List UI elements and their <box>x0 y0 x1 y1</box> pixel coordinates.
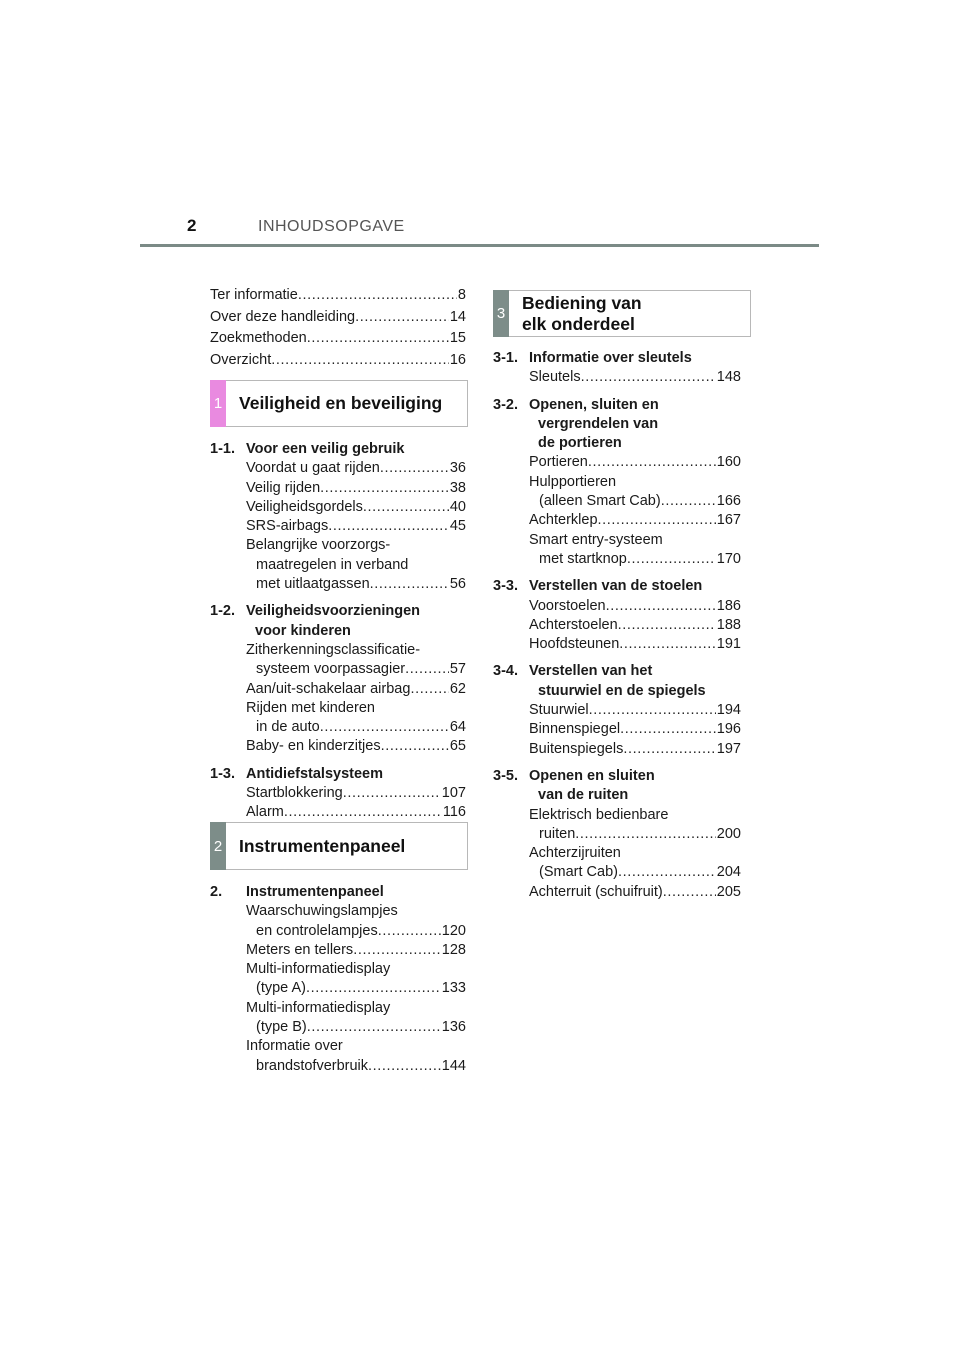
toc-entry-page: 120 <box>441 922 466 939</box>
toc-entry[interactable] <box>493 531 741 570</box>
toc-entry-label: Smart entry-systeem <box>529 531 663 548</box>
toc-entry-label: Voorstoelen <box>529 597 606 614</box>
intro-list <box>210 286 466 372</box>
toc-section-number: 3-4. <box>493 663 518 680</box>
toc-section-heading[interactable] <box>493 349 741 368</box>
leader-dots <box>589 701 716 720</box>
chapter-1-heading[interactable] <box>210 380 468 427</box>
toc-section-heading[interactable] <box>493 662 741 701</box>
toc-entry-page: 188 <box>716 616 741 633</box>
toc-entry-label: systeem voorpassagier <box>256 661 406 678</box>
toc-entry-label: Meters en tellers <box>246 941 354 958</box>
toc-section-title-line: stuurwiel en de spiegels <box>538 682 706 699</box>
toc-entry-page: 45 <box>449 518 466 535</box>
chapter-1-sections <box>210 440 466 823</box>
toc-entry[interactable] <box>210 699 466 738</box>
leader-dots <box>271 351 449 370</box>
toc-section <box>210 765 466 823</box>
toc-entry-label: Veilig rijden <box>246 479 321 496</box>
chapter-3-sections <box>493 349 741 902</box>
toc-entry-label: Alarm <box>246 804 284 821</box>
header-rule <box>140 244 819 247</box>
leader-dots <box>618 616 716 635</box>
toc-entry[interactable] <box>493 720 741 739</box>
leader-dots <box>370 575 449 594</box>
toc-entry-page: 166 <box>716 493 741 510</box>
leader-dots <box>381 737 449 756</box>
page-number: 2 <box>187 216 197 235</box>
leader-dots <box>581 368 716 387</box>
toc-entry-page: 62 <box>449 680 466 697</box>
toc-intro-item[interactable] <box>210 308 466 327</box>
toc-entry-page: 170 <box>716 550 741 567</box>
chapter-2-title: Instrumentenpaneel <box>239 835 406 856</box>
toc-section-number: 1-3. <box>210 765 235 782</box>
toc-entry-page: 194 <box>716 702 741 719</box>
toc-entry[interactable] <box>210 459 466 478</box>
toc-entry[interactable] <box>210 902 466 941</box>
chapter-3-title <box>522 293 642 335</box>
toc-entry-page: 57 <box>449 661 466 678</box>
leader-dots <box>606 597 716 616</box>
toc-entry-label: Achterzijruiten <box>529 845 621 862</box>
toc-entry[interactable] <box>493 511 741 530</box>
toc-entry-page: 40 <box>449 498 466 515</box>
toc-entry[interactable] <box>493 883 741 902</box>
toc-entry[interactable] <box>493 635 741 654</box>
leader-dots <box>620 720 716 739</box>
toc-section-title-line: Antidiefstalsysteem <box>246 765 383 782</box>
toc-entry-label: Aan/uit-schakelaar airbag <box>246 680 411 697</box>
toc-entry[interactable] <box>210 641 466 680</box>
toc-entry-page: 205 <box>716 883 741 900</box>
toc-entry-label: Zitherkenningsclassificatie- <box>246 641 421 658</box>
toc-section-title <box>246 602 466 641</box>
toc-entry-label: Achterklep <box>529 512 598 529</box>
toc-entry-label: Belangrijke voorzorgs- <box>246 537 391 554</box>
toc-section <box>210 602 466 756</box>
toc-entry[interactable] <box>210 784 466 803</box>
leader-dots <box>405 660 449 679</box>
toc-intro-item[interactable] <box>210 329 466 348</box>
toc-entry-label: Startblokkering <box>246 785 343 802</box>
toc-section-heading[interactable] <box>210 883 466 902</box>
toc-entry-page: 14 <box>449 308 466 325</box>
toc-entry-page: 144 <box>441 1057 466 1074</box>
chapter-2-sections <box>210 883 466 1076</box>
leader-dots <box>623 740 715 759</box>
toc-entry-label: Ter informatie <box>210 287 298 303</box>
toc-entry-label: Hoofdsteunen <box>529 636 620 653</box>
toc-section-heading[interactable] <box>210 602 466 641</box>
toc-section <box>493 396 741 570</box>
leader-dots <box>368 1057 441 1076</box>
toc-entry-page: 186 <box>716 597 741 614</box>
toc-section-title-line: Verstellen van de stoelen <box>529 578 703 595</box>
toc-section-number: 3-5. <box>493 767 518 784</box>
toc-entry-page: 107 <box>441 785 466 802</box>
toc-entry-page: 160 <box>716 454 741 471</box>
leader-dots <box>619 635 716 654</box>
toc-entry-label: Achterstoelen <box>529 616 618 633</box>
toc-entry-label: Overzicht <box>210 351 272 368</box>
toc-section <box>210 883 466 1076</box>
toc-section <box>493 349 741 388</box>
toc-entry-label: brandstofverbruik <box>256 1057 369 1074</box>
toc-entry-label: Sleutels <box>529 369 581 386</box>
toc-section-title-line: de portieren <box>538 435 622 452</box>
toc-entry[interactable] <box>493 701 741 720</box>
toc-entry-page: 36 <box>449 460 466 477</box>
toc-entry[interactable] <box>493 806 741 845</box>
toc-entry-page: 204 <box>716 864 741 881</box>
toc-entry[interactable] <box>210 479 466 498</box>
toc-entry-page: 116 <box>442 804 466 821</box>
toc-section-heading[interactable] <box>210 440 466 459</box>
leader-dots <box>380 459 449 478</box>
toc-section-heading[interactable] <box>493 396 741 454</box>
chapter-2-tab: 2 <box>210 822 226 870</box>
toc-entry[interactable] <box>493 368 741 387</box>
leader-dots <box>320 718 449 737</box>
toc-entry-label: en controlelampjes <box>256 922 378 939</box>
leader-dots <box>588 453 716 472</box>
leader-dots <box>298 286 457 305</box>
toc-section-number: 1-2. <box>210 603 235 620</box>
toc-entry[interactable] <box>210 517 466 536</box>
toc-entry-label: Stuurwiel <box>529 702 589 719</box>
toc-section-title-line: voor kinderen <box>255 622 351 639</box>
toc-entry-page: 16 <box>449 351 466 368</box>
chapter-2-heading[interactable] <box>210 822 468 870</box>
toc-entry-label: (type A) <box>256 980 306 997</box>
toc-entry-page: 128 <box>441 941 466 958</box>
chapter-1-title: Veiligheid en beveiliging <box>239 393 443 413</box>
toc-section <box>493 577 741 654</box>
leader-dots <box>363 498 449 517</box>
leader-dots <box>378 922 441 941</box>
toc-section-number: 3-3. <box>493 578 518 595</box>
toc-entry-label: Zoekmethoden <box>210 330 307 347</box>
toc-entry-page: 136 <box>441 1019 466 1036</box>
leader-dots <box>284 803 442 822</box>
toc-entry[interactable] <box>210 680 466 699</box>
toc-section-title <box>529 349 741 368</box>
toc-entry[interactable] <box>493 453 741 472</box>
toc-entry-label: Waarschuwingslampjes <box>246 903 398 920</box>
toc-entry[interactable] <box>493 473 741 512</box>
toc-intro-item[interactable] <box>210 286 466 305</box>
leader-dots <box>307 329 449 348</box>
toc-section-title-line: Veiligheidsvoorzieningen <box>246 603 421 620</box>
toc-entry-label: Voordat u gaat rijden <box>246 460 380 477</box>
toc-entry[interactable] <box>493 844 741 883</box>
toc-entry-label: SRS-airbags <box>246 518 329 535</box>
leader-dots <box>320 479 449 498</box>
toc-section-number: 3-2. <box>493 396 518 413</box>
toc-section-heading[interactable] <box>493 577 741 596</box>
leader-dots <box>328 517 449 536</box>
chapter-3-heading[interactable] <box>493 290 751 337</box>
toc-section-title <box>529 662 741 701</box>
toc-entry-page: 56 <box>449 576 466 593</box>
toc-intro-item[interactable] <box>210 351 466 370</box>
toc-entry-page: 191 <box>716 636 741 653</box>
toc-entry-page: 133 <box>441 980 466 997</box>
toc-entry-label: ruiten <box>539 825 576 842</box>
toc-section-title-line: Verstellen van het <box>529 663 653 680</box>
toc-section-title-line: van de ruiten <box>538 787 629 804</box>
toc-entry-label: met uitlaatgassen <box>256 576 370 593</box>
toc-section <box>493 767 741 902</box>
page-header-title: INHOUDSOPGAVE <box>258 218 405 235</box>
toc-entry[interactable] <box>210 941 466 960</box>
toc-entry-label: (alleen Smart Cab) <box>539 493 661 510</box>
toc-entry-label: maatregelen in verband <box>256 556 409 573</box>
toc-entry-page: 148 <box>716 369 741 386</box>
toc-entry[interactable] <box>210 498 466 517</box>
toc-section-number: 3-1. <box>493 350 518 366</box>
chapter-3-title-line-1: Bediening van <box>522 292 642 313</box>
toc-entry-label: (Smart Cab) <box>539 864 618 881</box>
toc-entry-label: Veiligheidsgordels <box>246 498 363 515</box>
toc-entry-label: Multi-informatiedisplay <box>246 999 391 1016</box>
toc-entry-label: Elektrisch bedienbare <box>529 806 669 823</box>
toc-entry-page: 197 <box>716 740 741 757</box>
toc-section-heading[interactable] <box>493 767 741 806</box>
toc-entry[interactable] <box>210 999 466 1038</box>
toc-entry[interactable] <box>210 737 466 756</box>
toc-entry[interactable] <box>210 1037 466 1076</box>
toc-section-title <box>246 440 466 459</box>
leader-dots <box>355 308 449 327</box>
chapter-3-title-line-2: elk onderdeel <box>522 313 635 334</box>
leader-dots <box>661 492 716 511</box>
toc-section-title <box>529 577 741 596</box>
toc-section-title-line: Openen, sluiten en <box>529 396 659 413</box>
toc-entry[interactable] <box>210 536 466 594</box>
leader-dots <box>618 863 716 882</box>
toc-entry-label: Portieren <box>529 454 588 471</box>
leader-dots <box>663 883 716 902</box>
toc-entry-page: 15 <box>449 330 466 347</box>
toc-section-title <box>529 396 741 454</box>
leader-dots <box>353 941 441 960</box>
toc-section <box>493 662 741 758</box>
toc-entry-label: Over deze handleiding <box>210 308 356 325</box>
toc-entry-label: Multi-informatiedisplay <box>246 961 391 978</box>
toc-entry[interactable] <box>493 740 741 759</box>
toc-entry-label: Binnenspiegel <box>529 721 621 738</box>
leader-dots <box>307 1018 441 1037</box>
toc-entry-label: Hulpportieren <box>529 473 617 490</box>
toc-section-title-line: Informatie over sleutels <box>529 350 692 366</box>
toc-entry-page: 8 <box>457 287 466 303</box>
leader-dots <box>410 680 448 699</box>
toc-entry-label: Rijden met kinderen <box>246 699 375 716</box>
toc-section-number: 1-1. <box>210 441 235 457</box>
toc-entry-label: Buitenspiegels <box>529 740 624 757</box>
toc-section-title-line: Voor een veilig gebruik <box>246 441 405 457</box>
toc-entry-page: 65 <box>449 738 466 755</box>
toc-entry[interactable] <box>210 960 466 999</box>
toc-section-title-line: Instrumentenpaneel <box>246 884 384 900</box>
toc-entry-label: Achterruit (schuifruit) <box>529 883 663 900</box>
toc-entry-label: (type B) <box>256 1019 307 1036</box>
chapter-3-tab: 3 <box>493 290 509 337</box>
toc-entry-page: 196 <box>716 721 741 738</box>
toc-entry-page: 38 <box>449 479 466 496</box>
toc-section-title <box>529 767 741 806</box>
toc-entry-label: Informatie over <box>246 1038 343 1055</box>
leader-dots <box>627 550 716 569</box>
toc-entry[interactable] <box>210 803 466 822</box>
toc-entry[interactable] <box>493 597 741 616</box>
leader-dots <box>598 511 716 530</box>
leader-dots <box>306 979 441 998</box>
toc-entry-page: 167 <box>716 512 741 529</box>
toc-section <box>210 440 466 594</box>
toc-entry-page: 200 <box>716 825 741 842</box>
toc-entry[interactable] <box>493 616 741 635</box>
toc-section-title <box>246 765 466 784</box>
leader-dots <box>343 784 441 803</box>
toc-section-title-line: Openen en sluiten <box>529 767 655 784</box>
toc-section-heading[interactable] <box>210 765 466 784</box>
toc-entry-label: in de auto <box>256 719 320 736</box>
toc-entry-label: met startknop <box>539 550 627 567</box>
toc-section-title-line: vergrendelen van <box>538 415 659 432</box>
toc-entry-label: Baby- en kinderzitjes <box>246 738 381 755</box>
leader-dots <box>575 825 716 844</box>
toc-section-title <box>246 883 466 902</box>
chapter-1-tab: 1 <box>210 380 226 427</box>
toc-entry-page: 64 <box>449 719 466 736</box>
toc-section-number: 2. <box>210 884 223 900</box>
